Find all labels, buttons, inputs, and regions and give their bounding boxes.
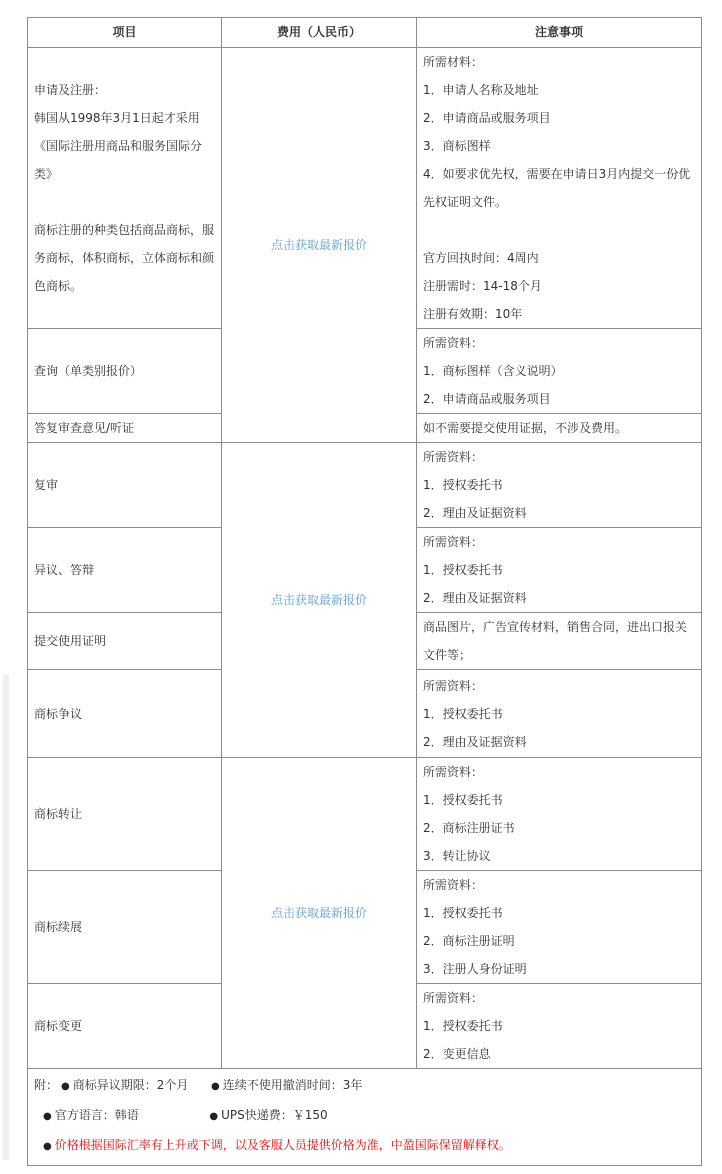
item-cell: 提交使用证明 (28, 613, 222, 670)
item-line: 申请及注册： (34, 83, 107, 97)
item-line: 韩国从1998年3月1日起才采用《国际注册用商品和服务国际分类》 (34, 111, 203, 181)
item-cell: 复审 (28, 443, 222, 528)
notes-line: 3．商标图样 (423, 139, 491, 153)
notes-line: 2．理由及证据资料 (423, 506, 527, 520)
notes-line: 所需资料： (423, 535, 484, 549)
page-side-strip (3, 675, 9, 1160)
official-language: 官方语言：韩语 (54, 1108, 139, 1122)
notes-line: 所需资料： (423, 678, 484, 693)
notes-line: 所需资料： (423, 336, 484, 350)
bullet-icon: ● (209, 1111, 219, 1122)
table-row (28, 443, 702, 528)
table-row (28, 48, 702, 329)
table-footer-row (28, 1069, 702, 1166)
item-cell: 异议、答辩 (28, 528, 222, 613)
notes-line: 官方回执时间：4周内 (423, 251, 539, 265)
notes-cell (417, 528, 702, 613)
notes-line: 2．商标注册证明 (423, 934, 515, 948)
header-fee: 费用（人民币） (222, 18, 417, 48)
notes-line: 所需资料： (423, 450, 484, 464)
table-row (28, 758, 702, 871)
notes-line: 注册有效期：10年 (423, 307, 523, 321)
notes-cell (417, 443, 702, 528)
notes-line: 如不需要提交使用证据，不涉及费用。 (423, 421, 628, 435)
bullet-icon: ● (43, 1141, 52, 1152)
bullet-icon: ● (43, 1111, 52, 1122)
header-notes: 注意事项 (417, 18, 702, 48)
notes-line: 所需资料： (423, 991, 484, 1005)
notes-line: 2．申请商品或服务项目 (423, 392, 551, 406)
notes-line: 注册需时：14-18个月 (423, 279, 542, 293)
notes-line: 4．如要求优先权，需要在申请日3月内提交一份优先权证明文件。 (423, 167, 691, 209)
notes-cell (417, 329, 702, 414)
item-cell: 答复审查意见/听证 (28, 414, 222, 443)
notes-line: 1．授权委托书 (423, 478, 503, 492)
footer-line-3 (34, 1131, 695, 1161)
notes-line: 2．商标注册证书 (423, 821, 515, 835)
price-cell-group-2 (222, 443, 417, 758)
notes-line: 1．授权委托书 (423, 906, 503, 920)
item-cell: 商标变更 (28, 984, 222, 1069)
footer-line-2 (34, 1101, 695, 1131)
notes-line: 2．理由及证据资料 (423, 591, 527, 605)
notes-line: 2．理由及证据资料 (423, 734, 527, 749)
notes-line: 1．申请人名称及地址 (423, 83, 539, 97)
notes-line: 商品图片，广告宣传材料，销售合同，进出口报关文件等； (423, 620, 688, 662)
notes-line: 所需资料： (423, 878, 484, 892)
get-quote-link[interactable]: 点击获取最新报价 (270, 906, 367, 920)
notes-cell (417, 48, 702, 329)
notes-cell (417, 984, 702, 1069)
table-header-row (28, 18, 702, 48)
opposition-period: 商标异议期限：2个月 (72, 1078, 189, 1092)
blank-line (34, 188, 215, 216)
item-cell: 查询（单类别报价） (28, 329, 222, 414)
price-cell-group-1 (222, 48, 417, 443)
non-use-cancel-period: 连续不使用撤消时间：3年 (222, 1078, 363, 1092)
footer-notes (28, 1069, 702, 1166)
ups-fee: UPS快递费：￥150 (221, 1108, 328, 1122)
notes-line: 3．注册人身份证明 (423, 962, 527, 976)
item-cell-application (28, 48, 222, 329)
notes-line: 3．转让协议 (423, 849, 491, 863)
notes-line: 1．授权委托书 (423, 563, 503, 577)
bullet-icon: ● (61, 1081, 70, 1092)
notes-line: 1．授权委托书 (423, 706, 503, 721)
notes-cell (417, 758, 702, 871)
get-quote-link[interactable]: 点击获取最新报价 (270, 593, 367, 607)
header-item: 项目 (28, 18, 222, 48)
item-line: 商标注册的种类包括商品商标，服务商标，体积商标，立体商标和颜色商标。 (34, 223, 215, 293)
notes-cell (417, 414, 702, 443)
price-disclaimer: 价格根据国际汇率有上升或下调，以及客服人员提供价格为准，中盈国际保留解释权。 (54, 1138, 511, 1152)
price-cell-group-3 (222, 758, 417, 1069)
footer-prefix: 附： (34, 1078, 59, 1092)
trademark-fee-table (27, 17, 702, 1166)
notes-cell (417, 871, 702, 984)
notes-line: 2．变更信息 (423, 1047, 491, 1061)
notes-line: 1．商标图样（含义说明） (423, 364, 563, 378)
item-cell: 商标争议 (28, 670, 222, 758)
item-cell: 商标转让 (28, 758, 222, 871)
notes-cell (417, 670, 702, 758)
notes-line: 1．授权委托书 (423, 1019, 503, 1033)
item-cell: 商标续展 (28, 871, 222, 984)
notes-line: 所需资料： (423, 765, 484, 779)
notes-line: 2．申请商品或服务项目 (423, 111, 551, 125)
bullet-icon: ● (211, 1081, 220, 1092)
get-quote-link[interactable]: 点击获取最新报价 (270, 238, 367, 252)
notes-cell (417, 613, 702, 670)
notes-line: 所需材料： (423, 55, 484, 69)
footer-line-1 (34, 1071, 695, 1101)
blank-line (423, 216, 695, 244)
notes-line: 1．授权委托书 (423, 793, 503, 807)
